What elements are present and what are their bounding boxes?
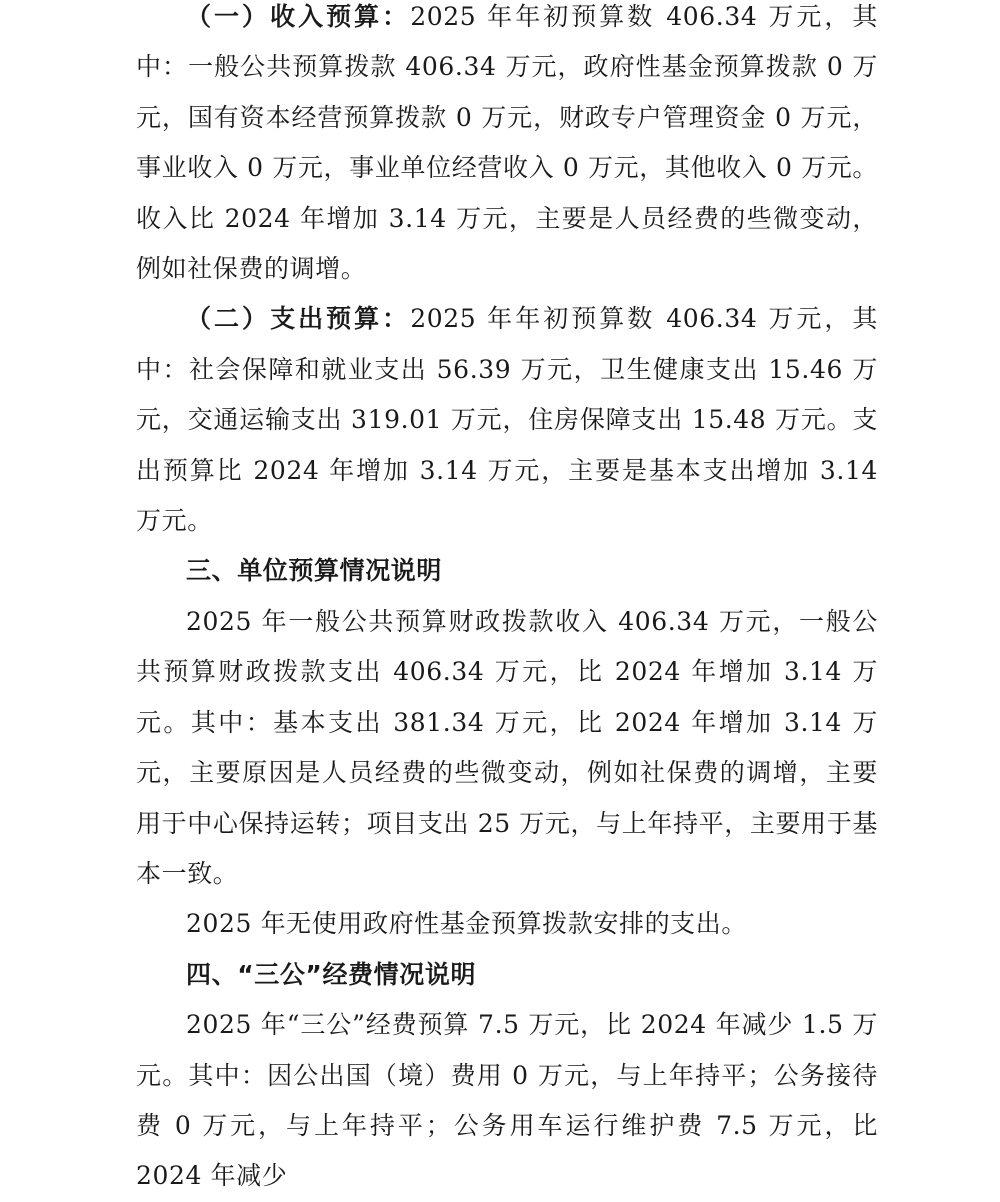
- section-4-heading: 四、“三公”经费情况说明: [186, 959, 477, 989]
- section-3-paragraph-1: 2025 年一般公共预算财政拨款收入 406.34 万元，一般公共预算财政拨款支出 406.34 万元，比 2024 年增加 3.14 万元。其中：基本支出 381.34 万元，比 2024 年增加 3.14 万元，主要原因是人员经费的些微变动，例如社保费的调增，主要用于中心保持运转；项目支出 25 万元，与上年持平，主要用于基本一致。: [136, 606, 878, 888]
- income-budget-paragraph: [136, 0, 878, 294]
- income-budget-label: （一）收入预算：: [186, 2, 411, 31]
- document-page: [136, 0, 878, 1202]
- section-3-paragraph-2: 2025 年无使用政府性基金预算拨款安排的支出。: [186, 909, 747, 939]
- expenditure-budget-text: 2025 年年初预算数 406.34 万元，其中：社会保障和就业支出 56.39 万元，卫生健康支出 15.46 万元，交通运输支出 319.01 万元，住房保障支出 15.48 万元。支出预算比 2024 年增加 3.14 万元，主要是基本支出增加 3.14 万元。: [136, 304, 878, 536]
- expenditure-budget-paragraph: [136, 294, 878, 546]
- section-4-paragraph-1: 2025 年“三公”经费预算 7.5 万元，比 2024 年减少 1.5 万元。其中：因公出国（境）费用 0 万元，与上年持平；公务接待费 0 万元，与上年持平；公务用车运行维护费 7.5 万元，比 2024 年减少: [136, 1010, 878, 1191]
- section-3-heading: 三、单位预算情况说明: [186, 556, 443, 586]
- income-budget-text: 2025 年年初预算数 406.34 万元，其中：一般公共预算拨款 406.34 万元，政府性基金预算拨款 0 万元，国有资本经营预算拨款 0 万元，财政专户管理资金 0 万元，事业收入 0 万元，事业单位经营收入 0 万元，其他收入 0 万元。收入比 2024 年增加 3.14 万元，主要是人员经费的些微变动，例如社保费的调增。: [136, 2, 878, 284]
- expenditure-budget-label: （二）支出预算：: [186, 304, 411, 334]
